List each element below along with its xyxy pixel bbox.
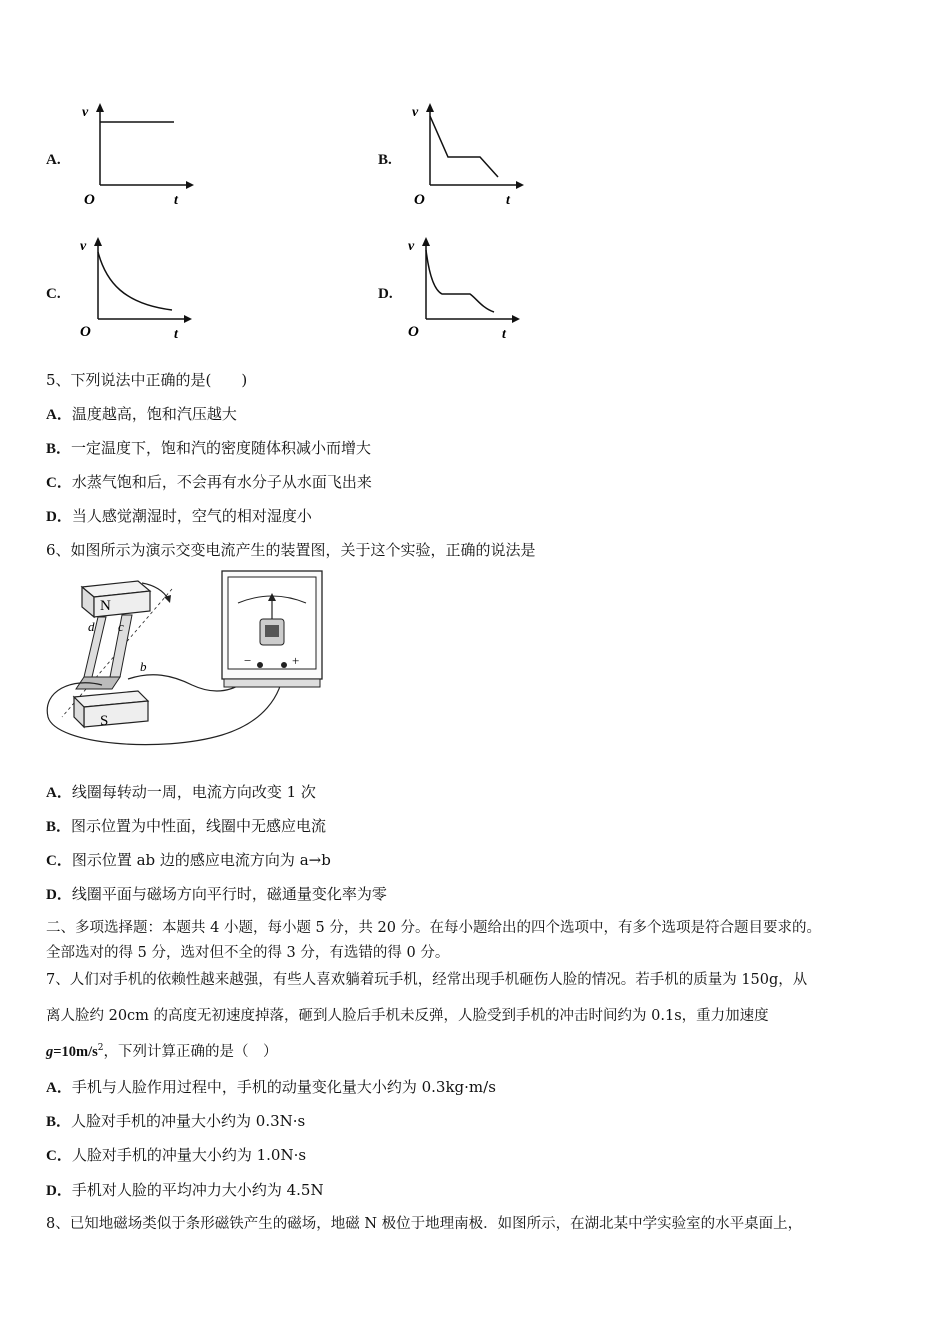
q7-option-b: B．人脸对手机的冲量大小约为 0.3N·s [46,1112,306,1130]
q7-line2: 离人脸约 20cm 的高度无初速度掉落，砸到人脸后手机未反弹，人脸受到手机的冲击时间约为 0.1s，重力加速度 [46,1008,769,1024]
section2-line1: 二、多项选择题：本题共 4 小题，每小题 5 分，共 20 分。在每小题给出的四个选项中，有多个选项是符合题目要求的。 [46,920,822,936]
option-a-label: A. [46,152,61,168]
axis-v: v [412,105,419,120]
vt-graph-b [408,100,528,210]
q7-option-a: A．手机与人脸作用过程中，手机的动量变化量大小约为 0.3kg·m/s [46,1078,496,1096]
q6-option-b: B．图示位置为中性面，线圈中无感应电流 [46,817,327,835]
axis-t: t [174,193,178,208]
terminal-minus: − [244,653,252,668]
q6-stem: 6、如图所示为演示交变电流产生的装置图，关于这个实验，正确的说法是 [46,541,536,559]
q7-option-d: D．手机对人脸的平均冲力大小约为 4.5N [46,1181,324,1199]
q6-option-c: C．图示位置 ab 边的感应电流方向为 a→b [46,851,331,869]
coil-c-label: c [118,619,124,634]
q7-line3: $g=10m/s^2$，下列计算正确的是（ ） [46,1043,278,1060]
q5-option-a: A．温度越高，饱和汽压越大 [46,405,237,423]
q5-stem: 5、下列说法中正确的是( ) [46,371,248,389]
pole-n-label: N [100,598,111,614]
coil-b-label: b [140,659,147,674]
axis-origin: O [84,192,95,208]
axis-v: v [80,239,87,254]
terminal-plus: + [292,653,300,668]
q7-line1: 7、人们对手机的依赖性越来越强，有些人喜欢躺着玩手机，经常出现手机砸伤人脸的情况。若手机的质量为 150g，从 [46,972,808,988]
q5-option-d: D．当人感觉潮湿时，空气的相对湿度小 [46,507,312,525]
axis-t: t [506,193,510,208]
vt-graph-d [404,234,524,344]
q5-option-b: B．一定温度下，饱和汽的密度随体积减小而增大 [46,439,372,457]
q7-option-c: C．人脸对手机的冲量大小约为 1.0N·s [46,1146,307,1164]
axis-v: v [82,105,89,120]
pole-s-label: S [100,713,109,729]
option-d-label: D. [378,286,393,302]
q8-stem: 8、已知地磁场类似于条形磁铁产生的磁场，地磁 N 极位于地理南极．如图所示，在湖北某中学实验室的水平桌面上， [46,1216,803,1232]
section2-line2: 全部选对的得 5 分，选对但不全的得 3 分，有选错的得 0 分。 [46,945,450,961]
axis-v: v [408,239,415,254]
axis-origin: O [414,192,425,208]
q5-option-c: C．水蒸气饱和后，不会再有水分子从水面飞出来 [46,473,372,491]
q6-option-d: D．线圈平面与磁场方向平行时，磁通量变化率为零 [46,885,387,903]
axis-origin: O [80,324,91,340]
coil-d-label: d [88,619,95,634]
axis-origin: O [408,324,419,340]
ac-generator-figure [42,567,332,767]
option-b-label: B. [378,152,392,168]
q6-option-a: A．线圈每转动一周，电流方向改变 1 次 [46,783,316,801]
vt-graph-c [76,234,196,344]
axis-t: t [174,327,178,342]
axis-t: t [502,327,506,342]
option-c-label: C. [46,286,61,302]
vt-graph-a [78,100,198,210]
